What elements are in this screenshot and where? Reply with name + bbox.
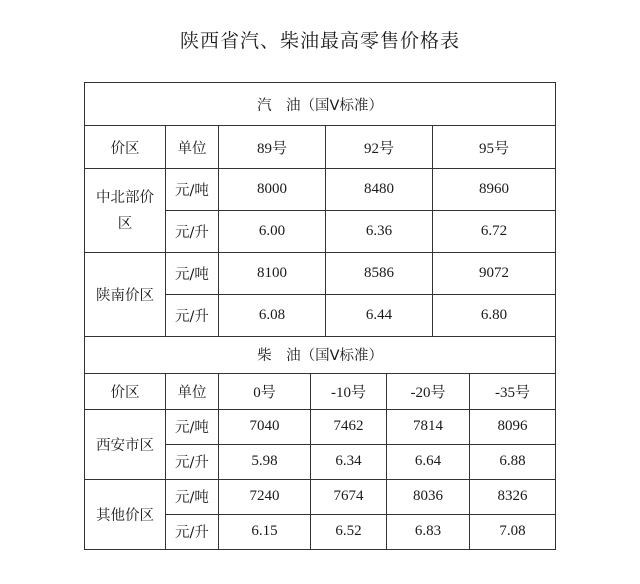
unit-cell: 元/吨 <box>166 169 219 211</box>
unit-cell: 元/升 <box>166 514 219 549</box>
price-cell: 6.88 <box>470 444 556 479</box>
column-header: -35号 <box>470 373 556 409</box>
unit-cell: 元/吨 <box>166 253 219 295</box>
price-cell: 7.08 <box>470 514 556 549</box>
price-cell: 7814 <box>387 409 470 444</box>
price-cell: 6.08 <box>219 295 326 337</box>
price-cell: 7462 <box>311 409 387 444</box>
price-cell: 7674 <box>311 479 387 514</box>
diesel-heading: 柴 油（国V标准） <box>85 336 556 373</box>
region-name: 西安市区 <box>85 409 166 479</box>
price-cell: 6.36 <box>326 211 433 253</box>
region-name: 陕南价区 <box>85 253 166 337</box>
price-cell: 8586 <box>326 253 433 295</box>
region-name: 其他价区 <box>85 479 166 549</box>
price-cell: 6.15 <box>219 514 311 549</box>
table-row <box>85 479 556 514</box>
column-header: 95号 <box>433 126 556 169</box>
column-header: 89号 <box>219 126 326 169</box>
price-cell: 6.44 <box>326 295 433 337</box>
price-cell: 6.52 <box>311 514 387 549</box>
column-header: 单位 <box>166 126 219 169</box>
price-cell: 6.83 <box>387 514 470 549</box>
price-cell: 9072 <box>433 253 556 295</box>
price-cell: 8480 <box>326 169 433 211</box>
price-cell: 7240 <box>219 479 311 514</box>
gasoline-table <box>84 82 556 337</box>
table-row <box>85 253 556 295</box>
column-header: 价区 <box>85 126 166 169</box>
unit-cell: 元/吨 <box>166 409 219 444</box>
diesel-table <box>84 336 556 550</box>
price-cell: 6.00 <box>219 211 326 253</box>
column-header: 0号 <box>219 373 311 409</box>
table-header-row <box>85 373 556 409</box>
price-cell: 6.34 <box>311 444 387 479</box>
price-cell: 8326 <box>470 479 556 514</box>
unit-cell: 元/升 <box>166 295 219 337</box>
price-cell: 6.72 <box>433 211 556 253</box>
table-row <box>85 409 556 444</box>
price-cell: 8096 <box>470 409 556 444</box>
price-cell: 8000 <box>219 169 326 211</box>
price-cell: 5.98 <box>219 444 311 479</box>
column-header: 92号 <box>326 126 433 169</box>
price-cell: 8100 <box>219 253 326 295</box>
table-row <box>85 169 556 211</box>
price-cell: 8036 <box>387 479 470 514</box>
gasoline-heading: 汽 油（国V标准） <box>85 83 556 126</box>
price-table <box>84 82 555 550</box>
unit-cell: 元/升 <box>166 211 219 253</box>
column-header: 价区 <box>85 373 166 409</box>
unit-cell: 元/吨 <box>166 479 219 514</box>
unit-cell: 元/升 <box>166 444 219 479</box>
price-cell: 7040 <box>219 409 311 444</box>
price-cell: 6.64 <box>387 444 470 479</box>
price-cell: 8960 <box>433 169 556 211</box>
region-name: 中北部价区 <box>85 169 166 253</box>
column-header: -10号 <box>311 373 387 409</box>
price-cell: 6.80 <box>433 295 556 337</box>
page-title: 陕西省汽、柴油最高零售价格表 <box>179 30 460 52</box>
table-header-row <box>85 126 556 169</box>
column-header: -20号 <box>387 373 470 409</box>
column-header: 单位 <box>166 373 219 409</box>
